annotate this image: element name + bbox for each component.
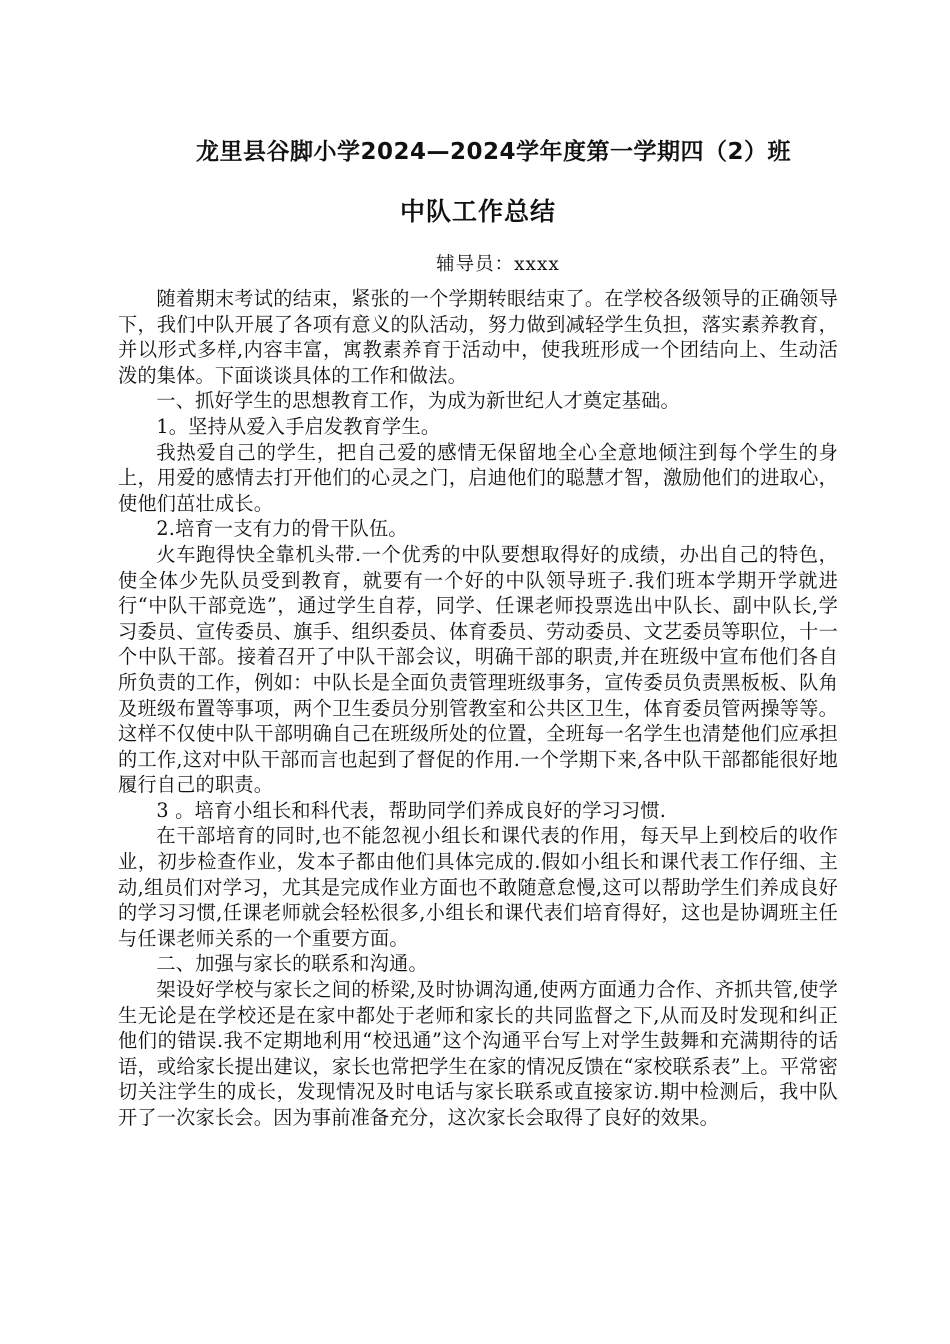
subheading-2: 2.培育一支有力的骨干队伍。 — [156, 517, 408, 541]
section-heading-1: 一、抓好学生的思想教育工作，为成为新世纪人才奠定基础。 — [156, 389, 680, 413]
paragraph: 我热爱自己的学生，把自己爱的感情无保留地全心全意地倾注到每个学生的身上，用爱的感情去打开他们的心灵之门，启迪他们的聪慧才智，激励他们的进取心，使他们茁壮成长。 — [118, 440, 838, 515]
subheading-3: 3 。培育小组长和科代表，帮助同学们养成良好的学习习惯. — [156, 798, 667, 822]
paragraph-intro: 随着期末考试的结束，紧张的一个学期转眼结束了。在学校各级领导的正确领导下，我们中队开展了各项有意义的队活动，努力做到减轻学生负担，落实素养教育，并以形式多样,内容丰富，寓教素养育于活动中，使我班形成一个团结向上、生动活泼的集体。下面谈谈具体的工作和做法。 — [118, 287, 838, 387]
paragraph: 火车跑得快全靠机头带.一个优秀的中队要想取得好的成绩，办出自己的特色，使全体少先队员受到教育，就要有一个好的中队领导班子.我们班本学期开学就进行“中队干部竞选”，通过学生自荐，同学、任课老师投票选出中队长、副中队长,学习委员、宣传委员、旗手、组织委员、体育委员、劳动委员、文艺委员等职位，十一个中队干部。接着召开了中队干部会议，明确干部的职责,并在班级中宣布他们各自所负责的工作，例如：中队长是全面负责管理班级事务，宣传委员负责黑板板、队角及班级布置等事项，两个卫生委员分别管教室和公共区卫生，体育委员管两操等等。这样不仅使中队干部明确自己在班级所处的位置，全班每一名学生也清楚他们应承担的工作,这对中队干部而言也起到了督促的作用.一个学期下来,各中队干部都能很好地履行自己的职责。 — [118, 542, 838, 797]
document-title-line2: 中队工作总结 — [399, 197, 556, 226]
paragraph: 架设好学校与家长之间的桥梁,及时协调沟通,使两方面通力合作、齐抓共管,使学生无论是在学校还是在家中都处于老师和家长的共同监督之下,从而及时发现和纠正他们的错误.我不定期地利用“校迅通”这个沟通平台写上对学生鼓舞和充满期待的话语，或给家长提出建议，家长也常把学生在家的情况反馈在“家校联系表”上。平常密切关注学生的成长，发现情况及时电话与家长联系或直接家访.期中检测后，我中队开了一次家长会。因为事前准备充分，这次家长会取得了良好的效果。 — [118, 978, 838, 1129]
advisor-line: 辅导员：xxxx — [436, 254, 560, 275]
subheading-1: 1。坚持从爱入手启发教育学生。 — [156, 414, 441, 438]
document-body — [118, 286, 838, 1131]
section-heading-2: 二、加强与家长的联系和沟通。 — [156, 952, 428, 976]
paragraph: 在干部培育的同时,也不能忽视小组长和课代表的作用，每天早上到校后的收作业，初步检查作业，发本子都由他们具体完成的.假如小组长和课代表工作仔细、主动,组员们对学习，尤其是完成作业方面也不敢随意怠慢,这可以帮助学生们养成良好的学习习惯,任课老师就会轻松很多,小组长和课代表们培育得好，这也是协调班主任与任课老师关系的一个重要方面。 — [118, 824, 838, 950]
document-title-line1: 龙里县谷脚小学2024—2024学年度第一学期四（2）班 — [196, 139, 792, 165]
